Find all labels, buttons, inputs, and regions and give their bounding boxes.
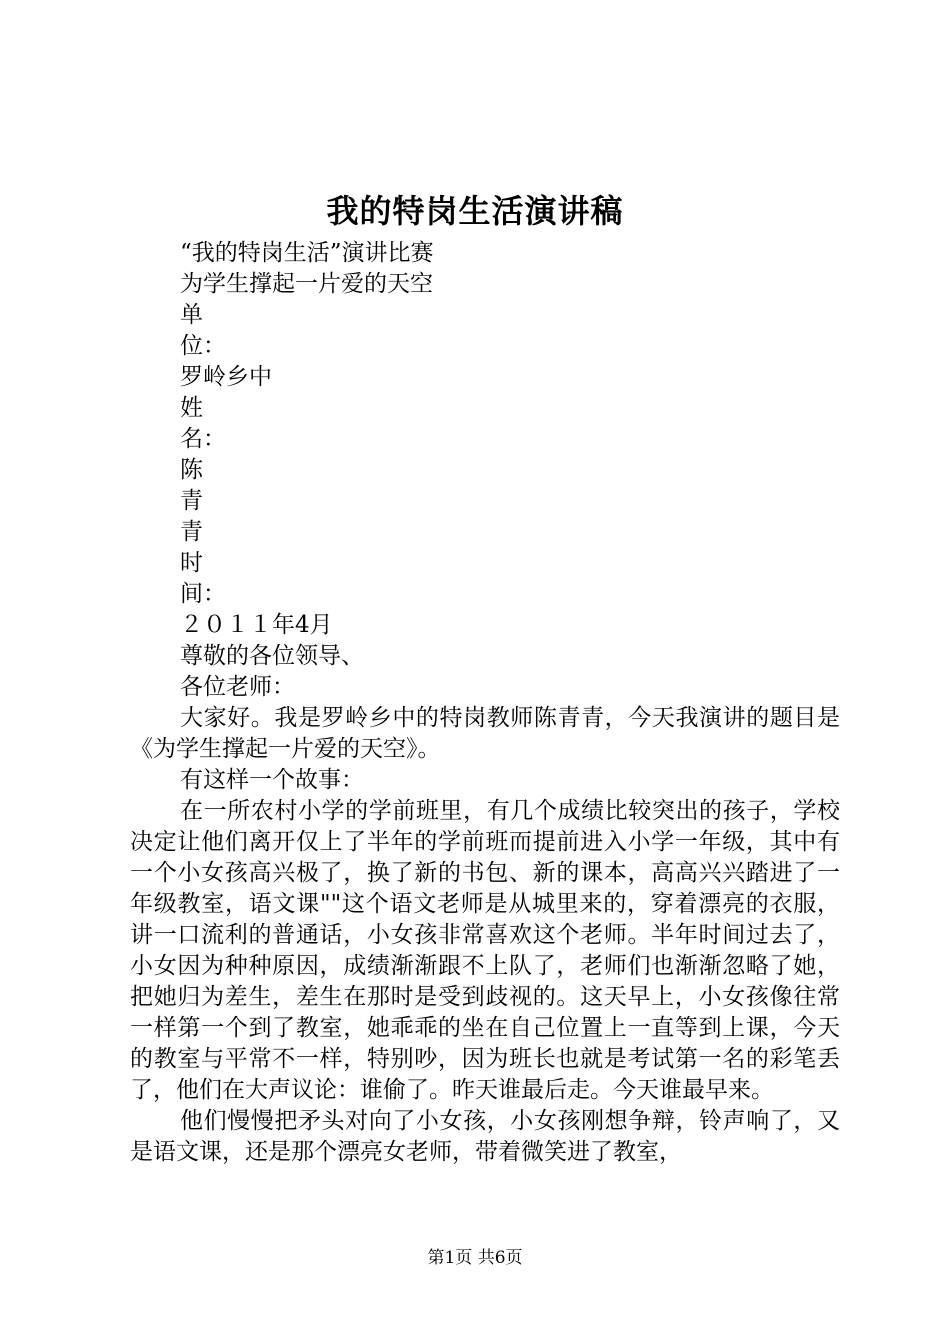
header-line: 罗岭乡中	[180, 364, 272, 390]
document-title: 我的特岗生活演讲稿	[326, 192, 624, 230]
header-line: “我的特岗生活”演讲比赛	[180, 240, 434, 266]
body-paragraph: 在一所农村小学的学前班里，有几个成绩比较突出的孩子，学校决定让他们离开仅上了半年的学前班而提前进入小学一年级，其中有一个小女孩高兴极了，换了新的书包、新的课本，高高兴兴踏进了一年级教室，语文课""这个语文老师是从城里来的，穿着漂亮的衣服，讲一口流利的普通话，小女孩非常喜欢这个老师。半年时间过去了，小女因为种种原因，成绩渐渐跟不上队了，老师们也渐渐忽略了她，把她归为差生，差生在那时是受到歧视的。这天早上，小女孩像往常一样第一个到了教室，她乖乖的坐在自己位置上一直等到上课，今天的教室与平常不一样，特别吵，因为班长也就是考试第一名的彩笔丢了，他们在大声议论：谁偷了。昨天谁最后走。今天谁最早来。	[130, 798, 840, 1103]
header-line: ２０１１年4月	[180, 612, 333, 638]
header-line: 间：	[180, 581, 226, 607]
header-line: 各位老师：	[180, 674, 295, 700]
header-line: 陈	[180, 457, 203, 483]
page-footer: 第1页 共6页	[427, 1248, 523, 1268]
header-line: 单	[180, 302, 203, 328]
header-line: 青	[180, 488, 203, 514]
header-line: 位：	[180, 333, 226, 359]
body-paragraph: 有这样一个故事：	[180, 767, 364, 793]
header-line: 为学生撑起一片爱的天空	[180, 271, 433, 297]
document-body	[130, 238, 840, 1168]
header-line: 尊敬的各位领导、	[180, 643, 364, 669]
header-line: 时	[180, 550, 203, 576]
header-line: 名：	[180, 426, 226, 452]
header-line: 青	[180, 519, 203, 545]
header-line: 姓	[180, 395, 203, 421]
body-paragraph: 他们慢慢把矛头对向了小女孩，小女孩刚想争辩，铃声响了，又是语文课，还是那个漂亮女老师，带着微笑进了教室，	[130, 1108, 840, 1165]
body-paragraph: 大家好。我是罗岭乡中的特岗教师陈青青，今天我演讲的题目是《为学生撑起一片爱的天空》。	[130, 705, 840, 762]
